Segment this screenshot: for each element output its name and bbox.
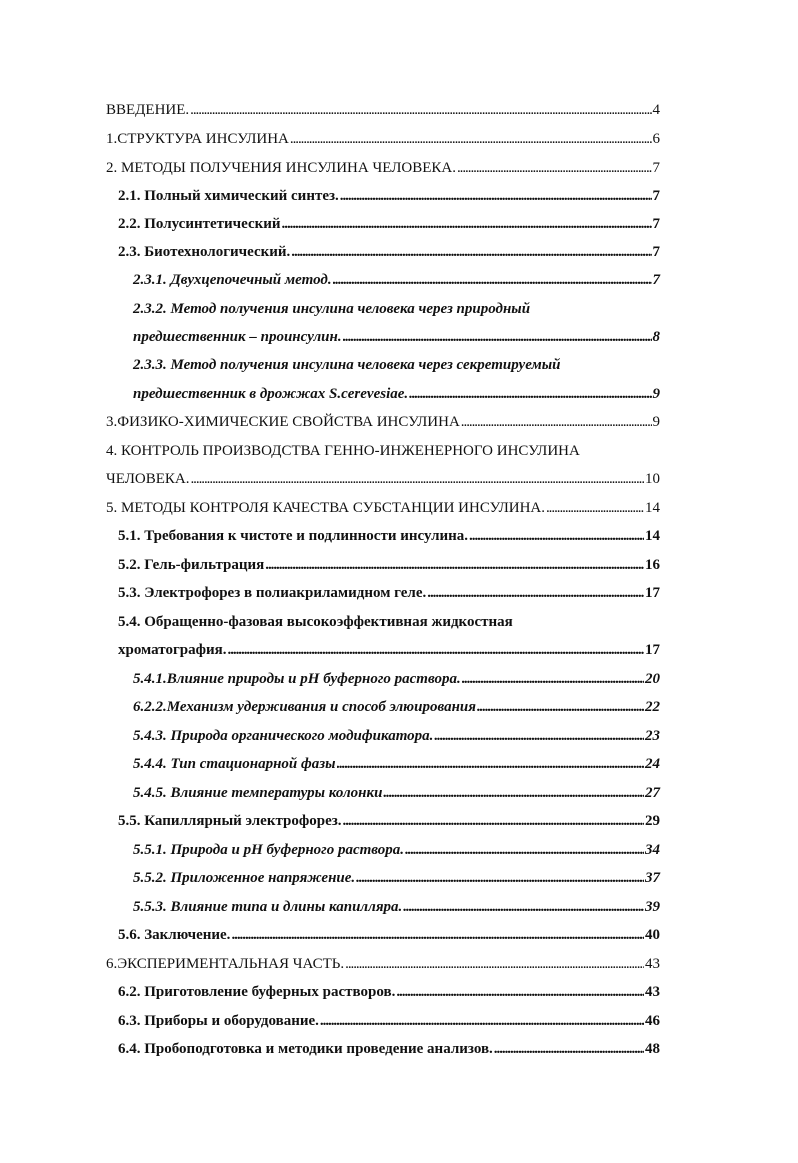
toc-entry-title: 2.2. Полусинтетический (118, 216, 281, 232)
toc-entry[interactable] (118, 239, 660, 265)
toc-leader-dots (337, 751, 645, 777)
toc-leader-dots (291, 239, 651, 265)
toc-entry-title: 5.1. Требования к чистоте и подлинности инсулина. (118, 528, 469, 544)
toc-entry[interactable] (106, 409, 660, 435)
toc-page-number: 10 (645, 471, 660, 487)
toc-entry[interactable] (106, 97, 660, 123)
toc-entry-title: 5.2. Гель-фильтрация (118, 557, 265, 573)
toc-entry-title: 5.5.3. Влияние типа и длины капилляра. (133, 899, 403, 915)
toc-entry-title: 1.СТРУКТУРА ИНСУЛИНА (106, 131, 289, 147)
toc-entry[interactable] (118, 808, 660, 834)
toc-page-number: 8 (652, 329, 660, 345)
toc-leader-dots (340, 183, 652, 209)
toc-leader-dots (477, 694, 644, 720)
toc-page-number: 7 (652, 272, 660, 288)
toc-page-number: 7 (652, 188, 660, 204)
toc-entry-title-line[interactable]: 2.3.2. Метод получения инсулина человека через природный (133, 301, 531, 317)
toc-page-number: 34 (645, 842, 660, 858)
toc-page-number: 9 (652, 414, 660, 430)
toc-page-number: 7 (652, 244, 660, 260)
toc-page-number: 6 (652, 131, 660, 147)
toc-entry[interactable] (133, 751, 660, 777)
toc-leader-dots (356, 865, 644, 891)
toc-entry-title-line[interactable]: 4. КОНТРОЛЬ ПРОИЗВОДСТВА ГЕННО-ИНЖЕНЕРНОГО ИНСУЛИНА (106, 443, 580, 459)
toc-entry[interactable] (118, 1008, 660, 1034)
toc-entry[interactable] (118, 552, 660, 578)
toc-leader-dots (403, 894, 644, 920)
toc-leader-dots (190, 97, 651, 123)
toc-entry[interactable] (133, 780, 660, 806)
toc-entry-title: 5.4.1.Влияние природы и рН буферного раствора. (133, 671, 461, 687)
toc-page-number: 17 (645, 642, 660, 658)
toc-entry-title: 6.ЭКСПЕРИМЕНТАЛЬНАЯ ЧАСТЬ. (106, 956, 345, 972)
toc-leader-dots (409, 381, 651, 407)
toc-page-number: 23 (645, 728, 660, 744)
toc-leader-dots (427, 580, 644, 606)
toc-entry-title: 5. МЕТОДЫ КОНТРОЛЯ КАЧЕСТВА СУБСТАНЦИИ ИНСУЛИНА. (106, 500, 545, 516)
toc-entry[interactable] (133, 865, 660, 891)
toc-entry-title-line[interactable]: 5.4. Обращенно-фазовая высокоэффективная жидкостная (118, 614, 513, 630)
toc-entry[interactable] (118, 637, 660, 663)
toc-entry[interactable] (106, 126, 660, 152)
toc-leader-dots (320, 1008, 644, 1034)
toc-entry[interactable] (133, 723, 660, 749)
toc-page-number: 29 (645, 813, 660, 829)
toc-entry-title: 2.1. Полный химический синтез. (118, 188, 339, 204)
toc-entry-title: 5.4.3. Природа органического модификатора. (133, 728, 434, 744)
toc-entry-title: 5.5.2. Приложенное напряжение. (133, 870, 356, 886)
toc-leader-dots (282, 211, 652, 237)
toc-page-number: 43 (645, 984, 660, 1000)
toc-entry-title: 6.3. Приборы и оборудование. (118, 1013, 319, 1029)
toc-leader-dots (343, 324, 652, 350)
toc-entry[interactable] (106, 466, 660, 492)
toc-page-number: 24 (645, 756, 660, 772)
toc-entry[interactable] (118, 1036, 660, 1062)
toc-entry-title: предшественник – проинсулин. (133, 329, 342, 345)
toc-page-number: 22 (645, 699, 660, 715)
toc-leader-dots (405, 837, 644, 863)
toc-entry-title: 5.6. Заключение. (118, 927, 231, 943)
toc-page-number: 4 (652, 102, 660, 118)
toc-page-number: 20 (645, 671, 660, 687)
toc-page-number: 7 (652, 160, 660, 176)
toc-entry[interactable] (118, 523, 660, 549)
toc-page-number: 37 (645, 870, 660, 886)
toc-leader-dots (383, 780, 644, 806)
toc-entry[interactable] (118, 979, 660, 1005)
toc-entry-title: предшественник в дрожжах S.cerevesiae. (133, 386, 409, 402)
toc-page-number: 14 (645, 500, 660, 516)
toc-page-number: 40 (645, 927, 660, 943)
toc-page-number: 14 (645, 528, 660, 544)
toc-leader-dots (396, 979, 644, 1005)
toc-entry-title: 2.3.1. Двухцепочечный метод. (133, 272, 332, 288)
toc-entry[interactable] (106, 951, 660, 977)
toc-page-number: 17 (645, 585, 660, 601)
toc-page-number: 46 (645, 1013, 660, 1029)
toc-entry-title: 5.4.4. Тип стационарной фазы (133, 756, 336, 772)
toc-entry[interactable] (133, 324, 660, 350)
toc-entry-title: 2. МЕТОДЫ ПОЛУЧЕНИЯ ИНСУЛИНА ЧЕЛОВЕКА. (106, 160, 456, 176)
toc-entry[interactable] (118, 922, 660, 948)
toc-entry-title: ВВЕДЕНИЕ. (106, 102, 190, 118)
toc-entry-title: ЧЕЛОВЕКА. (106, 471, 190, 487)
toc-entry-title: 6.2.2.Механизм удерживания и способ элюирования (133, 699, 476, 715)
toc-page-number: 7 (652, 216, 660, 232)
toc-leader-dots (469, 523, 644, 549)
toc-leader-dots (345, 951, 644, 977)
toc-entry-title: 2.3. Биотехнологический. (118, 244, 291, 260)
toc-entry[interactable] (133, 381, 660, 407)
toc-leader-dots (265, 552, 644, 578)
toc-entry-title: 6.4. Пробоподготовка и методики проведение анализов. (118, 1041, 493, 1057)
toc-entry-title: 5.3. Электрофорез в полиакриламидном геле. (118, 585, 427, 601)
toc-entry-title: хроматография. (118, 642, 227, 658)
toc-entry[interactable] (133, 837, 660, 863)
toc-entry[interactable] (133, 694, 660, 720)
toc-leader-dots (434, 723, 644, 749)
toc-entry-title-line[interactable]: 2.3.3. Метод получения инсулина человека через секретируемый (133, 357, 561, 373)
toc-entry[interactable] (133, 267, 660, 293)
toc-leader-dots (457, 155, 652, 181)
toc-page-number: 27 (645, 785, 660, 801)
toc-entry[interactable] (106, 495, 660, 521)
toc-page-number: 39 (645, 899, 660, 915)
toc-entry[interactable] (133, 894, 660, 920)
toc-entry[interactable] (106, 155, 660, 181)
toc-leader-dots (333, 267, 652, 293)
toc-page-number: 48 (645, 1041, 660, 1057)
toc-entry[interactable] (133, 666, 660, 692)
toc-page-number: 16 (645, 557, 660, 573)
toc-entry[interactable] (118, 580, 660, 606)
toc-entry-title: 5.4.5. Влияние температуры колонки (133, 785, 383, 801)
toc-entry-title: 5.5.1. Природа и рН буферного раствора. (133, 842, 405, 858)
toc-entry-title: 3.ФИЗИКО-ХИМИЧЕСКИЕ СВОЙСТВА ИНСУЛИНА (106, 414, 460, 430)
toc-leader-dots (462, 666, 644, 692)
toc-leader-dots (461, 409, 652, 435)
toc-entry[interactable] (118, 183, 660, 209)
toc-entry-title: 6.2. Приготовление буферных растворов. (118, 984, 396, 1000)
toc-leader-dots (228, 637, 645, 663)
toc-entry[interactable] (118, 211, 660, 237)
toc-page-number: 9 (652, 386, 660, 402)
toc-leader-dots (494, 1036, 644, 1062)
toc-entry-title: 5.5. Капиллярный электрофорез. (118, 813, 342, 829)
toc-leader-dots (343, 808, 644, 834)
toc-leader-dots (290, 126, 652, 152)
toc-leader-dots (190, 466, 644, 492)
toc-leader-dots (231, 922, 644, 948)
toc-leader-dots (546, 495, 644, 521)
toc-page-number: 43 (645, 956, 660, 972)
